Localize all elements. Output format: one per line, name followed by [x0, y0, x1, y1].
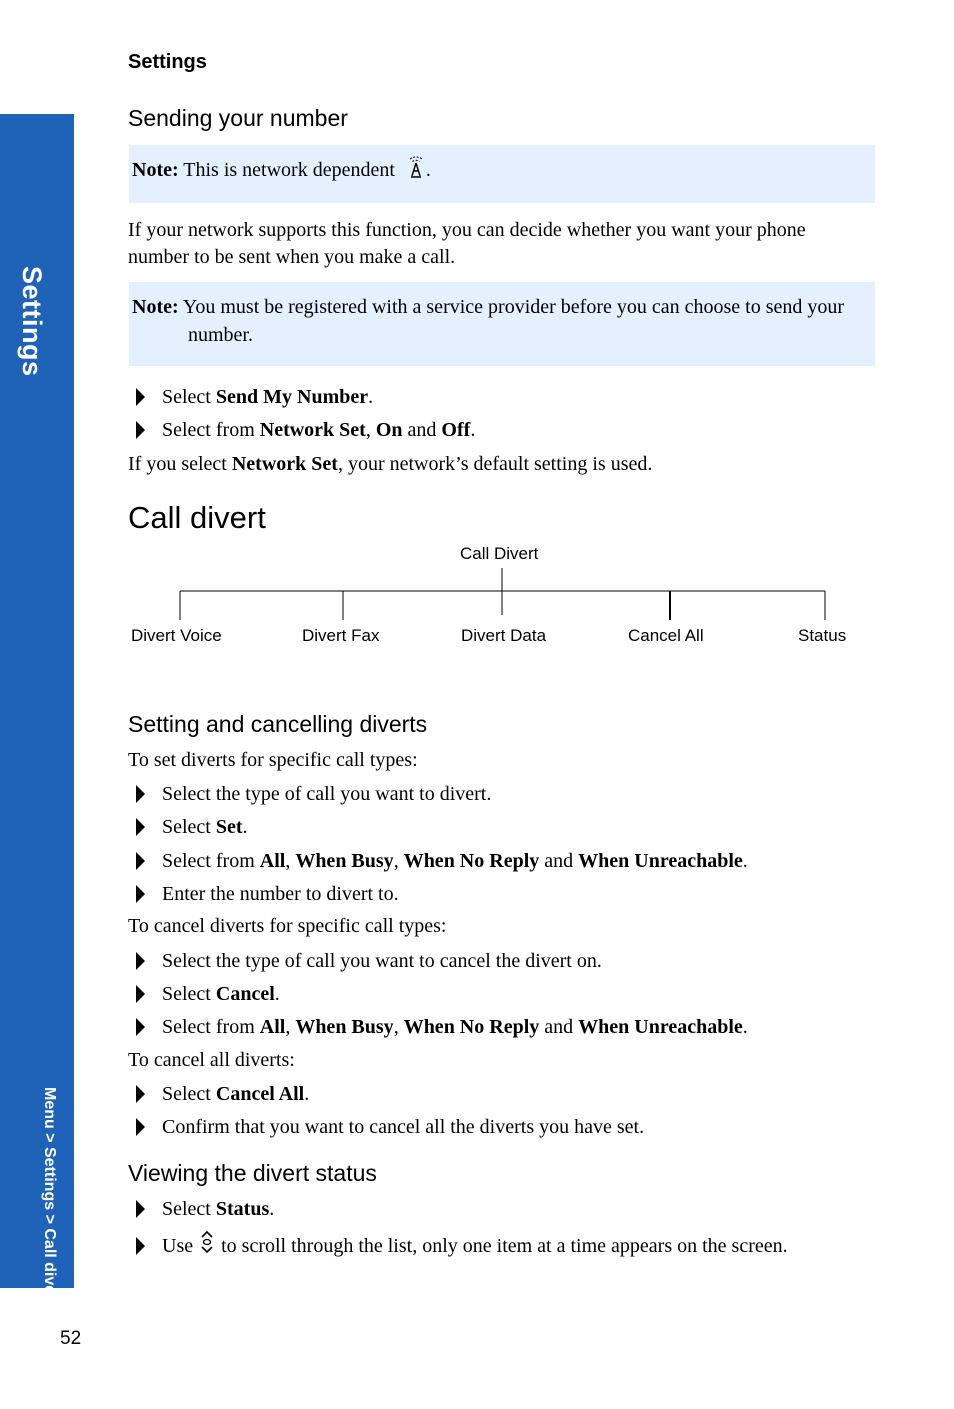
set-diverts-intro: To set diverts for specific call types: — [128, 749, 418, 771]
cancel-all-intro: To cancel all diverts: — [128, 1049, 295, 1071]
step-item: Select Cancel All. — [136, 1082, 309, 1106]
bullet-arrow-icon — [136, 1018, 145, 1036]
tree-child-status: Status — [798, 626, 847, 645]
note-label: Note: — [132, 296, 179, 318]
bullet-arrow-icon — [136, 985, 145, 1003]
sending-intro-paragraph: If your network supports this function, you can decide whether you want your phone number to be sent when you make a call. — [128, 219, 806, 268]
bullet-arrow-icon — [136, 1237, 145, 1255]
note-label: Note: — [132, 159, 179, 181]
call-divert-menu-tree — [120, 535, 880, 665]
call-divert-heading: Call divert — [128, 500, 266, 535]
step-item: Select Status. — [136, 1197, 274, 1221]
side-tab-breadcrumb: Menu > Settings > Call divert — [41, 1087, 58, 1306]
step-item: Select Cancel. — [136, 982, 280, 1006]
bullet-arrow-icon — [136, 1118, 145, 1136]
note-text-continued: number. — [188, 324, 253, 346]
tree-child-divert-fax: Divert Fax — [302, 626, 380, 645]
tree-child-divert-data: Divert Data — [461, 626, 547, 645]
cancel-diverts-intro: To cancel diverts for specific call types: — [128, 915, 447, 937]
bullet-arrow-icon — [136, 388, 145, 406]
note-registration — [129, 282, 875, 366]
sending-number-heading: Sending your number — [128, 105, 348, 131]
tree-child-cancel-all: Cancel All — [628, 626, 704, 645]
bullet-arrow-icon — [136, 785, 145, 803]
page-number: 52 — [60, 1328, 82, 1349]
bullet-arrow-icon — [136, 852, 145, 870]
note-text: You must be registered with a service provider before you can choose to send your — [182, 296, 845, 318]
setting-cancelling-heading: Setting and cancelling diverts — [128, 711, 428, 737]
step-item: Select from All, When Busy, When No Reply and When Unreachable. — [136, 1015, 748, 1039]
side-tab — [0, 114, 74, 1306]
tree-root-label: Call Divert — [460, 544, 539, 563]
step-item: Enter the number to divert to. — [136, 882, 399, 906]
divert-status-heading: Viewing the divert status — [128, 1160, 377, 1186]
side-tab-title: Settings — [17, 266, 47, 377]
bullet-arrow-icon — [136, 1200, 145, 1218]
running-head: Settings — [128, 51, 207, 73]
bullet-arrow-icon — [136, 421, 145, 439]
note-text: This is network dependent — [183, 159, 395, 181]
bullet-arrow-icon — [136, 818, 145, 836]
network-set-explanation: If you select Network Set, your network’s default setting is used. — [128, 453, 653, 475]
bullet-arrow-icon — [136, 885, 145, 903]
bullet-arrow-icon — [136, 952, 145, 970]
step-item: Select the type of call you want to divert. — [136, 782, 491, 806]
note-network-dependent: Note: This is network dependent . — [129, 145, 875, 203]
network-antenna-icon — [406, 155, 426, 187]
tree-child-divert-voice: Divert Voice — [131, 626, 222, 645]
step-item: Select from All, When Busy, When No Reply and When Unreachable. — [136, 849, 748, 873]
scroll-key-icon — [200, 1230, 214, 1260]
step-item: Use to scroll through the list, only one item at a time appears on the screen. — [136, 1230, 788, 1260]
step-item: Select Set. — [136, 815, 248, 839]
step-item: Select the type of call you want to cancel the divert on. — [136, 949, 602, 973]
step-item: Select from Network Set, On and Off. — [136, 418, 475, 442]
step-item: Confirm that you want to cancel all the diverts you have set. — [136, 1115, 644, 1139]
step-item: Select Send My Number. — [136, 385, 373, 409]
bullet-arrow-icon — [136, 1085, 145, 1103]
